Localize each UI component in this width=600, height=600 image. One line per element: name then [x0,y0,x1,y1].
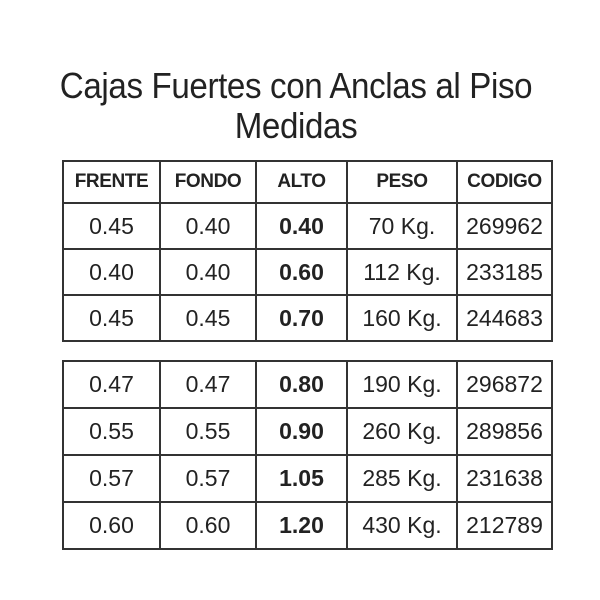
cell-alto: 0.60 [256,249,347,295]
cell-frente: 0.40 [63,249,160,295]
dimensions-table-1 [62,160,553,342]
header-frente: FRENTE [63,161,160,203]
cell-fondo: 0.47 [160,361,256,408]
cell-codigo: 269962 [457,203,552,249]
cell-codigo: 296872 [457,361,552,408]
cell-alto: 0.90 [256,408,347,455]
header-peso: PESO [347,161,457,203]
header-codigo: CODIGO [457,161,552,203]
cell-codigo: 231638 [457,455,552,502]
page-subtitle: Medidas [234,105,358,146]
cell-codigo: 212789 [457,502,552,549]
cell-codigo: 244683 [457,295,552,341]
table-row [63,455,552,502]
table-row [63,249,552,295]
table-row [63,361,552,408]
cell-fondo: 0.45 [160,295,256,341]
cell-codigo: 233185 [457,249,552,295]
table-row [63,408,552,455]
header-fondo: FONDO [160,161,256,203]
table-header-row [63,161,552,203]
dimensions-table-2 [62,360,553,550]
cell-peso: 260 Kg. [347,408,457,455]
cell-peso: 190 Kg. [347,361,457,408]
cell-frente: 0.55 [63,408,160,455]
cell-fondo: 0.60 [160,502,256,549]
table-row [63,203,552,249]
cell-peso: 160 Kg. [347,295,457,341]
cell-fondo: 0.40 [160,203,256,249]
cell-alto: 0.40 [256,203,347,249]
cell-fondo: 0.40 [160,249,256,295]
cell-alto: 1.05 [256,455,347,502]
cell-fondo: 0.55 [160,408,256,455]
cell-alto: 0.80 [256,361,347,408]
cell-codigo: 289856 [457,408,552,455]
cell-alto: 1.20 [256,502,347,549]
page-title: Cajas Fuertes con Anclas al Piso [59,65,533,106]
cell-frente: 0.45 [63,203,160,249]
cell-alto: 0.70 [256,295,347,341]
table-row [63,502,552,549]
table-row [63,295,552,341]
cell-frente: 0.60 [63,502,160,549]
cell-peso: 70 Kg. [347,203,457,249]
cell-peso: 112 Kg. [347,249,457,295]
cell-frente: 0.45 [63,295,160,341]
header-alto: ALTO [256,161,347,203]
cell-fondo: 0.57 [160,455,256,502]
cell-peso: 285 Kg. [347,455,457,502]
cell-peso: 430 Kg. [347,502,457,549]
cell-frente: 0.57 [63,455,160,502]
cell-frente: 0.47 [63,361,160,408]
